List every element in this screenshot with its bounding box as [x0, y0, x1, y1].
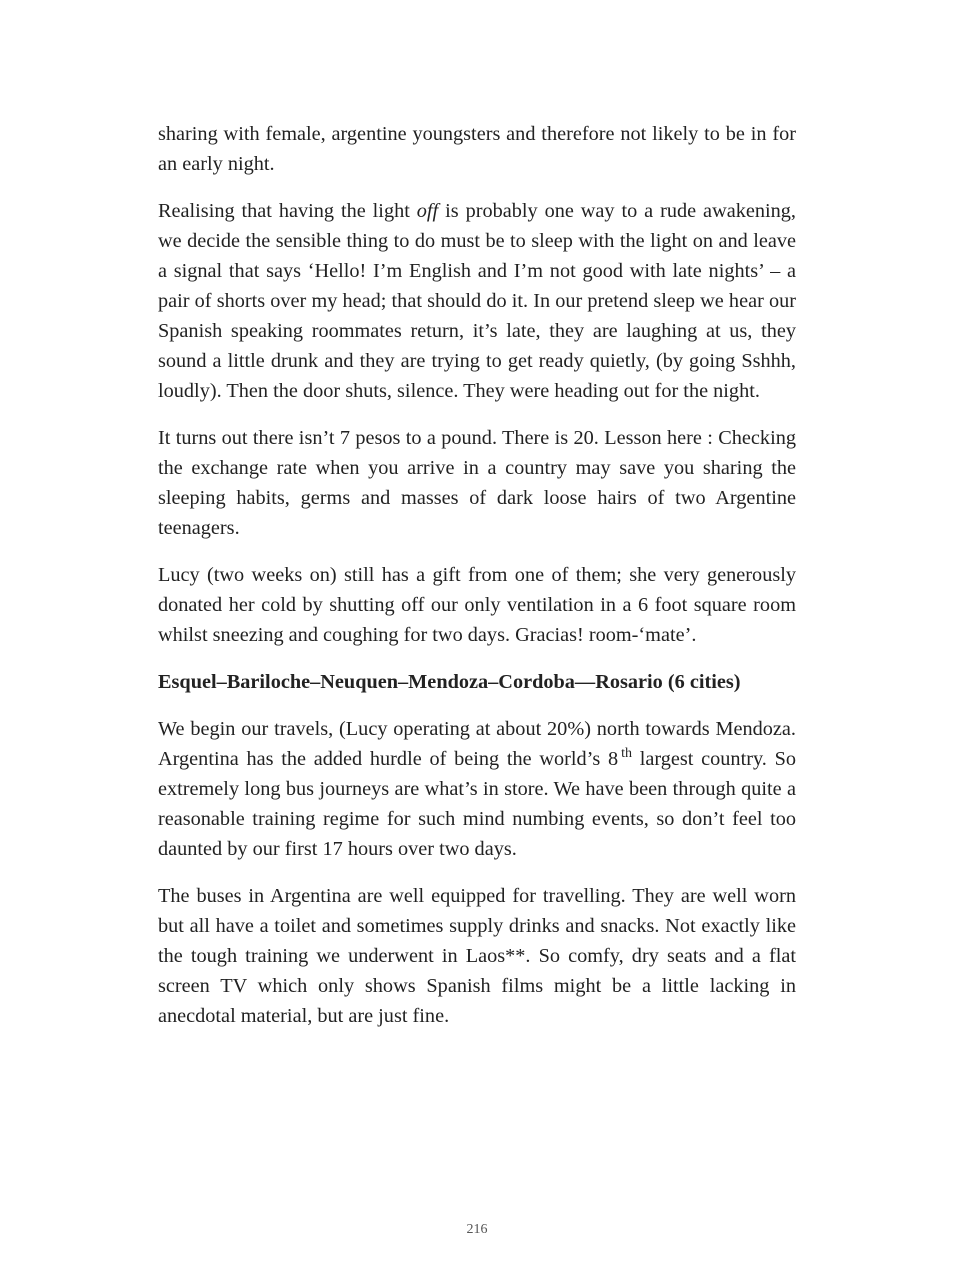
page-number: 216 — [466, 1222, 488, 1237]
paragraph-text: Realising that having the light — [158, 200, 417, 222]
superscript: th — [621, 746, 632, 761]
paragraph: sharing with female, argentine youngsters and therefore not likely to be in for an early night. — [158, 123, 796, 175]
section-heading: Esquel–Bariloche–Neuquen–Mendoza–Cordoba—Rosario (6 cities) — [158, 671, 741, 693]
paragraph: It turns out there isn’t 7 pesos to a pound. There is 20. Lesson here : Checking the exchange rate when you arrive in a country may save you sharing the sleeping habits, germs and masses of dark loose hairs of two Argentine teenagers. — [158, 427, 796, 539]
emphasis-text: off — [416, 200, 439, 222]
paragraph — [158, 714, 796, 864]
paragraph-text: largest country. So extremely long bus journeys are what’s in store. We have been through quite a reasonable training regime for such mind numbing events, so don’t feel too daunted by our first 17 hours over two days. — [158, 748, 796, 860]
paragraph-text: is probably one way to a rude awakening, we decide the sensible thing to do must be to sleep with the light on and leave a signal that says ‘Hello! I’m English and I’m not good with late nights’ – a pair of shorts over my head; that should do it. In our pretend sleep we hear our Spanish speaking roommates return, it’s late, they are laughing at us, they sound a little drunk and they are trying to get ready quietly, (by going Sshhh, loudly). Then the door shuts, silence. They were heading out for the night. — [158, 200, 796, 402]
paragraph-text: We begin our travels, (Lucy operating at about 20%) north towards Mendoza. Argentina has the added hurdle of being the world’s 8 — [158, 718, 796, 770]
paragraph — [158, 196, 796, 406]
paragraph: The buses in Argentina are well equipped for travelling. They are well worn but all have a toilet and sometimes supply drinks and snacks. Not exactly like the tough training we underwent in Laos**. So comfy, dry seats and a flat screen TV which only shows Spanish films might be a little lacking in anecdotal material, but are just fine. — [158, 885, 796, 1027]
paragraph: Lucy (two weeks on) still has a gift from one of them; she very generously donated her cold by shutting off our only ventilation in a 6 foot square room whilst sneezing and coughing for two days. Gracias! room-‘mate’. — [158, 564, 796, 646]
body-text — [158, 119, 796, 1048]
